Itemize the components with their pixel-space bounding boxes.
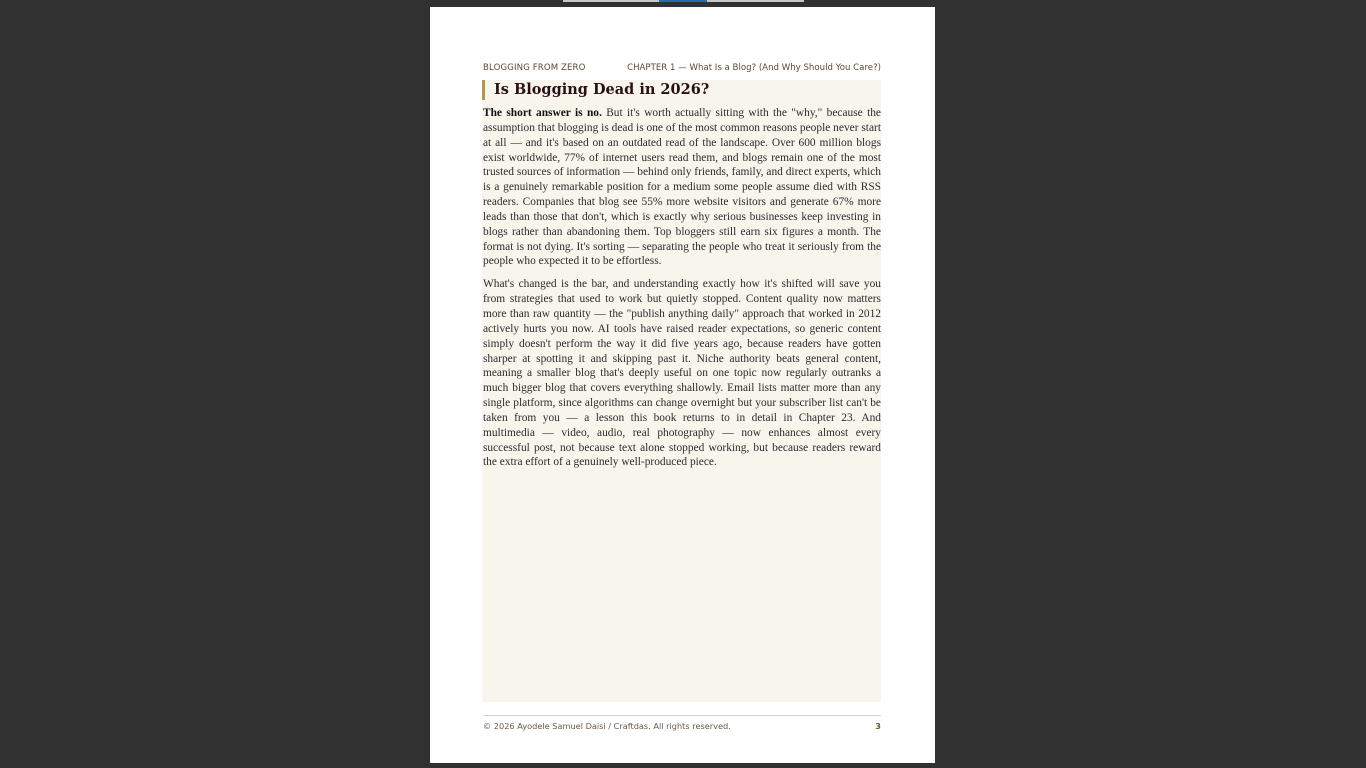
paragraph-1-lead: The short answer is no. — [483, 107, 602, 119]
paragraph-2: What's changed is the bar, and understanding exactly how it's shifted will save you from strategies that used to work but quietly stopped. Content quality now matters more than raw quantity — the "publish anything daily" approach that worked in 2012 actively hurts you now. AI tools have raised reader expectations, so generic content simply doesn't perform the way it did five years ago, because readers have gotten sharper at spotting it and skipping past it. Niche authority beats general content, meaning a smaller blog that's deeply useful on one topic now regularly outranks a much bigger blog that covers everything shallowly. Email lists matter more than any single platform, since algorithms can change overnight but your subscriber list can't be taken from you — a lesson this book returns to in detail in Chapter 23. And multimedia — video, audio, real photography — now enhances almost every successful post, not because text alone stopped working, but because readers reward the extra effort of a genuinely well-produced piece. — [483, 278, 881, 469]
scrollbar-thumb[interactable] — [659, 0, 707, 2]
book-title: BLOGGING FROM ZERO — [483, 63, 586, 73]
section-heading: Is Blogging Dead in 2026? — [482, 80, 886, 100]
page-number: 3 — [875, 721, 881, 731]
page-footer — [483, 715, 881, 735]
paragraph-1 — [483, 106, 881, 269]
document-page — [430, 7, 935, 763]
chapter-title: CHAPTER 1 — What Is a Blog? (And Why Should You Care?) — [627, 63, 881, 73]
paragraph-1-body: But it's worth actually sitting with the "why," because the assumption that blogging is dead is one of the most common reasons people never start at all — and it's based on an outdated read of the landscape. Over 600 million blogs exist worldwide, 77% of internet users read them, and blogs remain one of the most trusted sources of information — behind only friends, family, and direct experts, which is a genuinely remarkable position for a medium some people assume died with RSS readers. Companies that blog see 55% more website visitors and generate 67% more leads than those that don't, which is exactly why serious businesses keep investing in blogs rather than abandoning them. Top bloggers still earn six figures a month. The format is not dying. It's sorting — separating the people who treat it seriously from the people who expected it to be effortless. — [483, 107, 881, 268]
content-area — [482, 80, 881, 702]
body-text — [483, 106, 881, 478]
copyright-notice: © 2026 Ayodele Samuel Daisi / Craftdas. All rights reserved. — [483, 721, 731, 731]
horizontal-scrollbar[interactable] — [563, 0, 804, 2]
